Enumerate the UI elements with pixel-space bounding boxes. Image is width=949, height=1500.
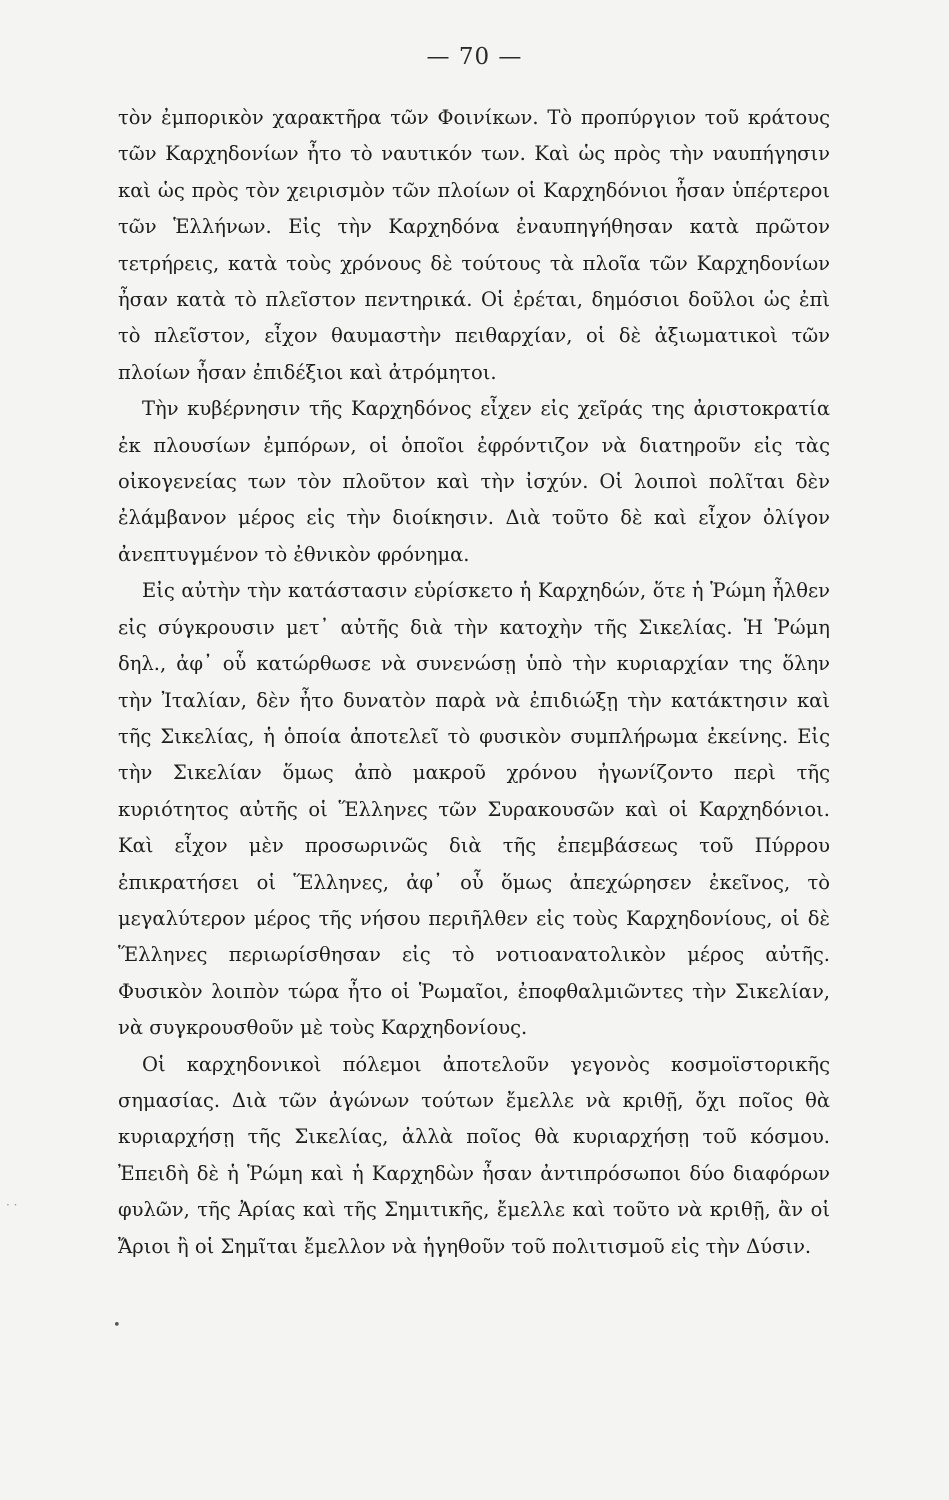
- margin-speck-bottom: •: [113, 1318, 121, 1333]
- paragraph-government: Τὴν κυβέρνησιν τῆς Καρχηδόνος εἶχεν εἰς χεῖράς της ἀριστοκρατία ἐκ πλουσίων ἐμπόρων, οἱ ὁποῖοι ἐφρόντιζον νὰ διατηροῦν εἰς τὰς οἰκογενείας των τὸν πλοῦτον καὶ τὴν ἰσχύν. Οἱ λοιποὶ πολῖται δὲν ἐλάμβανον μέρος εἰς τὴν διοίκησιν. Διὰ τοῦτο δὲ καὶ εἶχον ὀλίγον ἀνεπτυγμένον τὸ ἐθνικὸν φρόνημα.: [118, 397, 830, 566]
- paragraph-ships: τὸν ἐμπορικὸν χαρακτῆρα τῶν Φοινίκων. Τὸ προπύργιον τοῦ κράτους τῶν Καρχηδονίων ἦτο τὸ ναυτικόν των. Καὶ ὡς πρὸς τὴν ναυπήγησιν καὶ ὡς πρὸς τὸν χειρισμὸν τῶν πλοίων οἱ Καρχηδόνιοι ἦσαν ὑπέρτεροι τῶν Ἑλλήνων. Εἰς τὴν Καρχηδόνα ἐναυπηγήθησαν κατὰ πρῶτον τετρήρεις, κατὰ τοὺς χρόνους δὲ τούτους τὰ πλοῖα τῶν Καρχηδονίων ἦσαν κατὰ τὸ πλεῖστον πεντηρικά. Οἱ ἐρέται, δημόσιοι δοῦλοι ὡς ἐπὶ τὸ πλεῖστον, εἶχον θαυμαστὴν πειθαρχίαν, οἱ δὲ ἀξιωματικοὶ τῶν πλοίων ἦσαν ἐπιδέξιοι καὶ ἀτρόμητοι.: [118, 106, 830, 384]
- body-text: [118, 100, 830, 1265]
- margin-speck-left: · ·: [6, 1198, 18, 1212]
- page-number: — 70 —: [426, 44, 523, 70]
- paragraph-sicily: Εἰς αὐτὴν τὴν κατάστασιν εὑρίσκετο ἡ Καρχηδών, ὅτε ἡ Ῥώμη ἦλθεν εἰς σύγκρουσιν μετ᾽ αὐτῆς διὰ τὴν κατοχὴν τῆς Σικελίας. Ἡ Ῥώμη δηλ., ἀφ᾽ οὗ κατώρθωσε νὰ συνενώσῃ ὑπὸ τὴν κυριαρχίαν της ὅλην τὴν Ἰταλίαν, δὲν ἦτο δυνατὸν παρὰ νὰ ἐπιδιώξῃ τὴν κατάκτησιν καὶ τῆς Σικελίας, ἡ ὁποία ἀποτελεῖ τὸ φυσικὸν συμπλήρωμα ἐκείνης. Εἰς τὴν Σικελίαν ὅμως ἀπὸ μακροῦ χρόνου ἠγωνίζοντο περὶ τῆς κυριότητος αὐτῆς οἱ Ἕλληνες τῶν Συρακουσῶν καὶ οἱ Καρχηδόνιοι. Καὶ εἶχον μὲν προσωρινῶς διὰ τῆς ἐπεμβάσεως τοῦ Πύρρου ἐπικρατήσει οἱ Ἕλληνες, ἀφ᾽ οὗ ὅμως ἀπεχώρησεν ἐκεῖνος, τὸ μεγαλύτερον μέρος τῆς νήσου περιῆλθεν εἰς τοὺς Καρχηδονίους, οἱ δὲ Ἕλληνες περιωρίσθησαν εἰς τὸ νοτιοανατολικὸν μέρος αὐτῆς. Φυσικὸν λοιπὸν τώρα ἦτο οἱ Ῥωμαῖοι, ἐποφθαλμιῶντες τὴν Σικελίαν, νὰ συγκρουσθοῦν μὲ τοὺς Καρχηδονίους.: [118, 579, 830, 1040]
- paragraph-punic-wars: Οἱ καρχηδονικοὶ πόλεμοι ἀποτελοῦν γεγονὸς κοσμοϊστορικῆς σημασίας. Διὰ τῶν ἀγώνων τούτων ἔμελλε νὰ κριθῇ, ὄχι ποῖος θὰ κυριαρχήσῃ τῆς Σικελίας, ἀλλὰ ποῖος θὰ κυριαρχήσῃ τοῦ κόσμου. Ἐπειδὴ δὲ ἡ Ῥώμη καὶ ἡ Καρχηδὼν ἦσαν ἀντιπρόσωποι δύο διαφόρων φυλῶν, τῆς Ἀρίας καὶ τῆς Σημιτικῆς, ἔμελλε καὶ τοῦτο νὰ κριθῇ, ἂν οἱ Ἄριοι ἢ οἱ Σημῖται ἔμελλον νὰ ἡγηθοῦν τοῦ πολιτισμοῦ εἰς τὴν Δύσιν.: [118, 1052, 830, 1258]
